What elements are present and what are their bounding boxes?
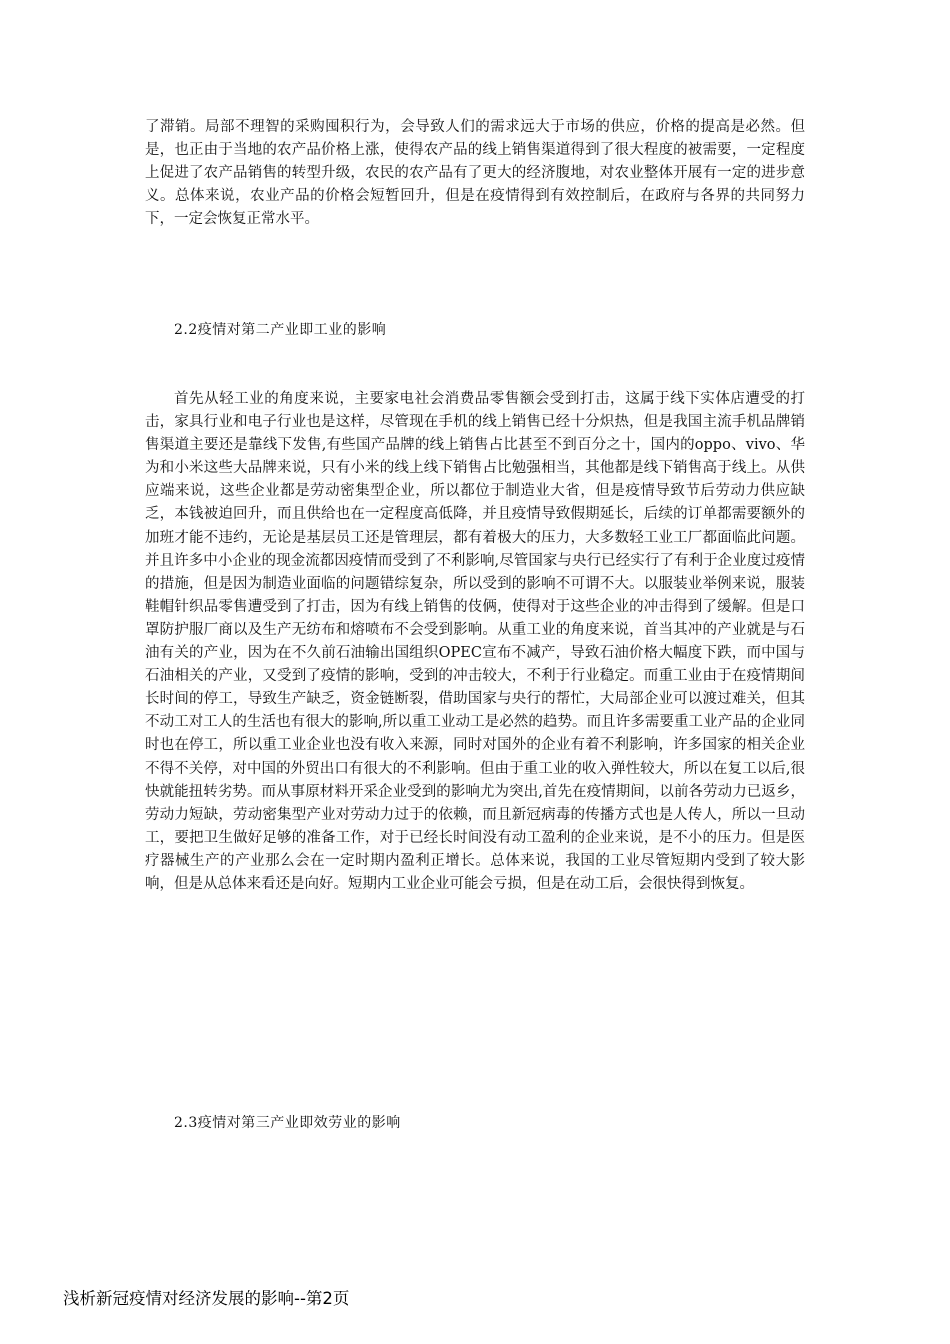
section-2-2-paragraph: 首先从轻工业的角度来说，主要家电社会消费品零售额会受到打击，这属于线下实体店遭受的打击，家具行业和电子行业也是这样，尽管现在手机的线上销售已经十分炽热，但是我国主流手机品牌销售渠道主要还是靠线下发售,有些国产品牌的线上销售占比甚至不到百分之十，国内的oppo、vivo、华为和小米这些大品牌来说，只有小米的线上线下销售占比勉强相当，其他都是线下销售高于线上。从供应端来说，这些企业都是劳动密集型企业，所以都位于制造业大省，但是疫情导致节后劳动力供应缺乏，本钱被迫回升，而且供给也在一定程度高低降，并且疫情导致假期延长，后续的订单都需要额外的加班才能不违约，无论是基层员工还是管理层，都有着极大的压力，大多数轻工业工厂都面临此问题。并且许多中小企业的现金流都因疫情而受到了不利影响,尽管国家与央行已经实行了有利于企业度过疫情的措施，但是因为制造业面临的问题错综复杂，所以受到的影响不可谓不大。以服装业举例来说，服装鞋帽针织品零售遭受到了打击，因为有线上销售的伎俩，使得对于这些企业的冲击得到了缓解。但是口罩防护服厂商以及生产无纺布和熔喷布不会受到影响。从重工业的角度来说，首当其冲的产业就是与石油有关的产业，因为在不久前石油输出国组织OPEC宣布不减产，导致石油价格大幅度下跌，而中国与石油相关的产业，又受到了疫情的影响，受到的冲击较大，不利于行业稳定。而重工业由于在疫情期间长时间的停工，导致生产缺乏，资金链断裂，借助国家与央行的帮忙，大局部企业可以渡过难关，但其不动工对工人的生活也有很大的影响,所以重工业动工是必然的趋势。而且许多需要重工业产品的企业同时也在停工，所以重工业企业也没有收入来源，同时对国外的企业有着不利影响，许多国家的相关企业不得不关停，对中国的外贸出口有很大的不利影响。但由于重工业的收入弹性较大，所以在复工以后,很快就能扭转劣势。而从事原材料开采企业受到的影响尤为突出,首先在疫情期间，以前各劳动力已返乡，劳动力短缺，劳动密集型产业对劳动力过于的依赖，而且新冠病毒的传播方式也是人传人，所以一旦动工，要把卫生做好足够的准备工作，对于已经长时间没有动工盈利的企业来说，是不小的压力。但是医疗器械生产的产业那么会在一定时期内盈利正增长。总体来说，我国的工业尽管短期内受到了较大影响，但是从总体来看还是向好。短期内工业企业可能会亏损，但是在动工后，会很快得到恢复。 [145, 391, 805, 892]
section-heading-2-3: 2.3疫情对第三产业即效劳业的影响 [174, 1115, 401, 1131]
section-heading-2-2: 2.2疫情对第二产业即工业的影响 [174, 322, 387, 338]
intro-paragraph: 了滞销。局部不理智的采购囤积行为，会导致人们的需求远大于市场的供应，价格的提高是必然。但是，也正由于当地的农产品价格上涨，使得农产品的线上销售渠道得到了很大程度的被需要，一定程度上促进了农产品销售的转型升级，农民的农产品有了更大的经济腹地，对农业整体开展有一定的进步意义。总体来说，农业产品的价格会短暂回升，但是在疫情得到有效控制后，在政府与各界的共同努力下，一定会恢复正常水平。 [145, 119, 805, 228]
page-footer: 浅析新冠疫情对经济发展的影响--第2页 [63, 1289, 350, 1308]
